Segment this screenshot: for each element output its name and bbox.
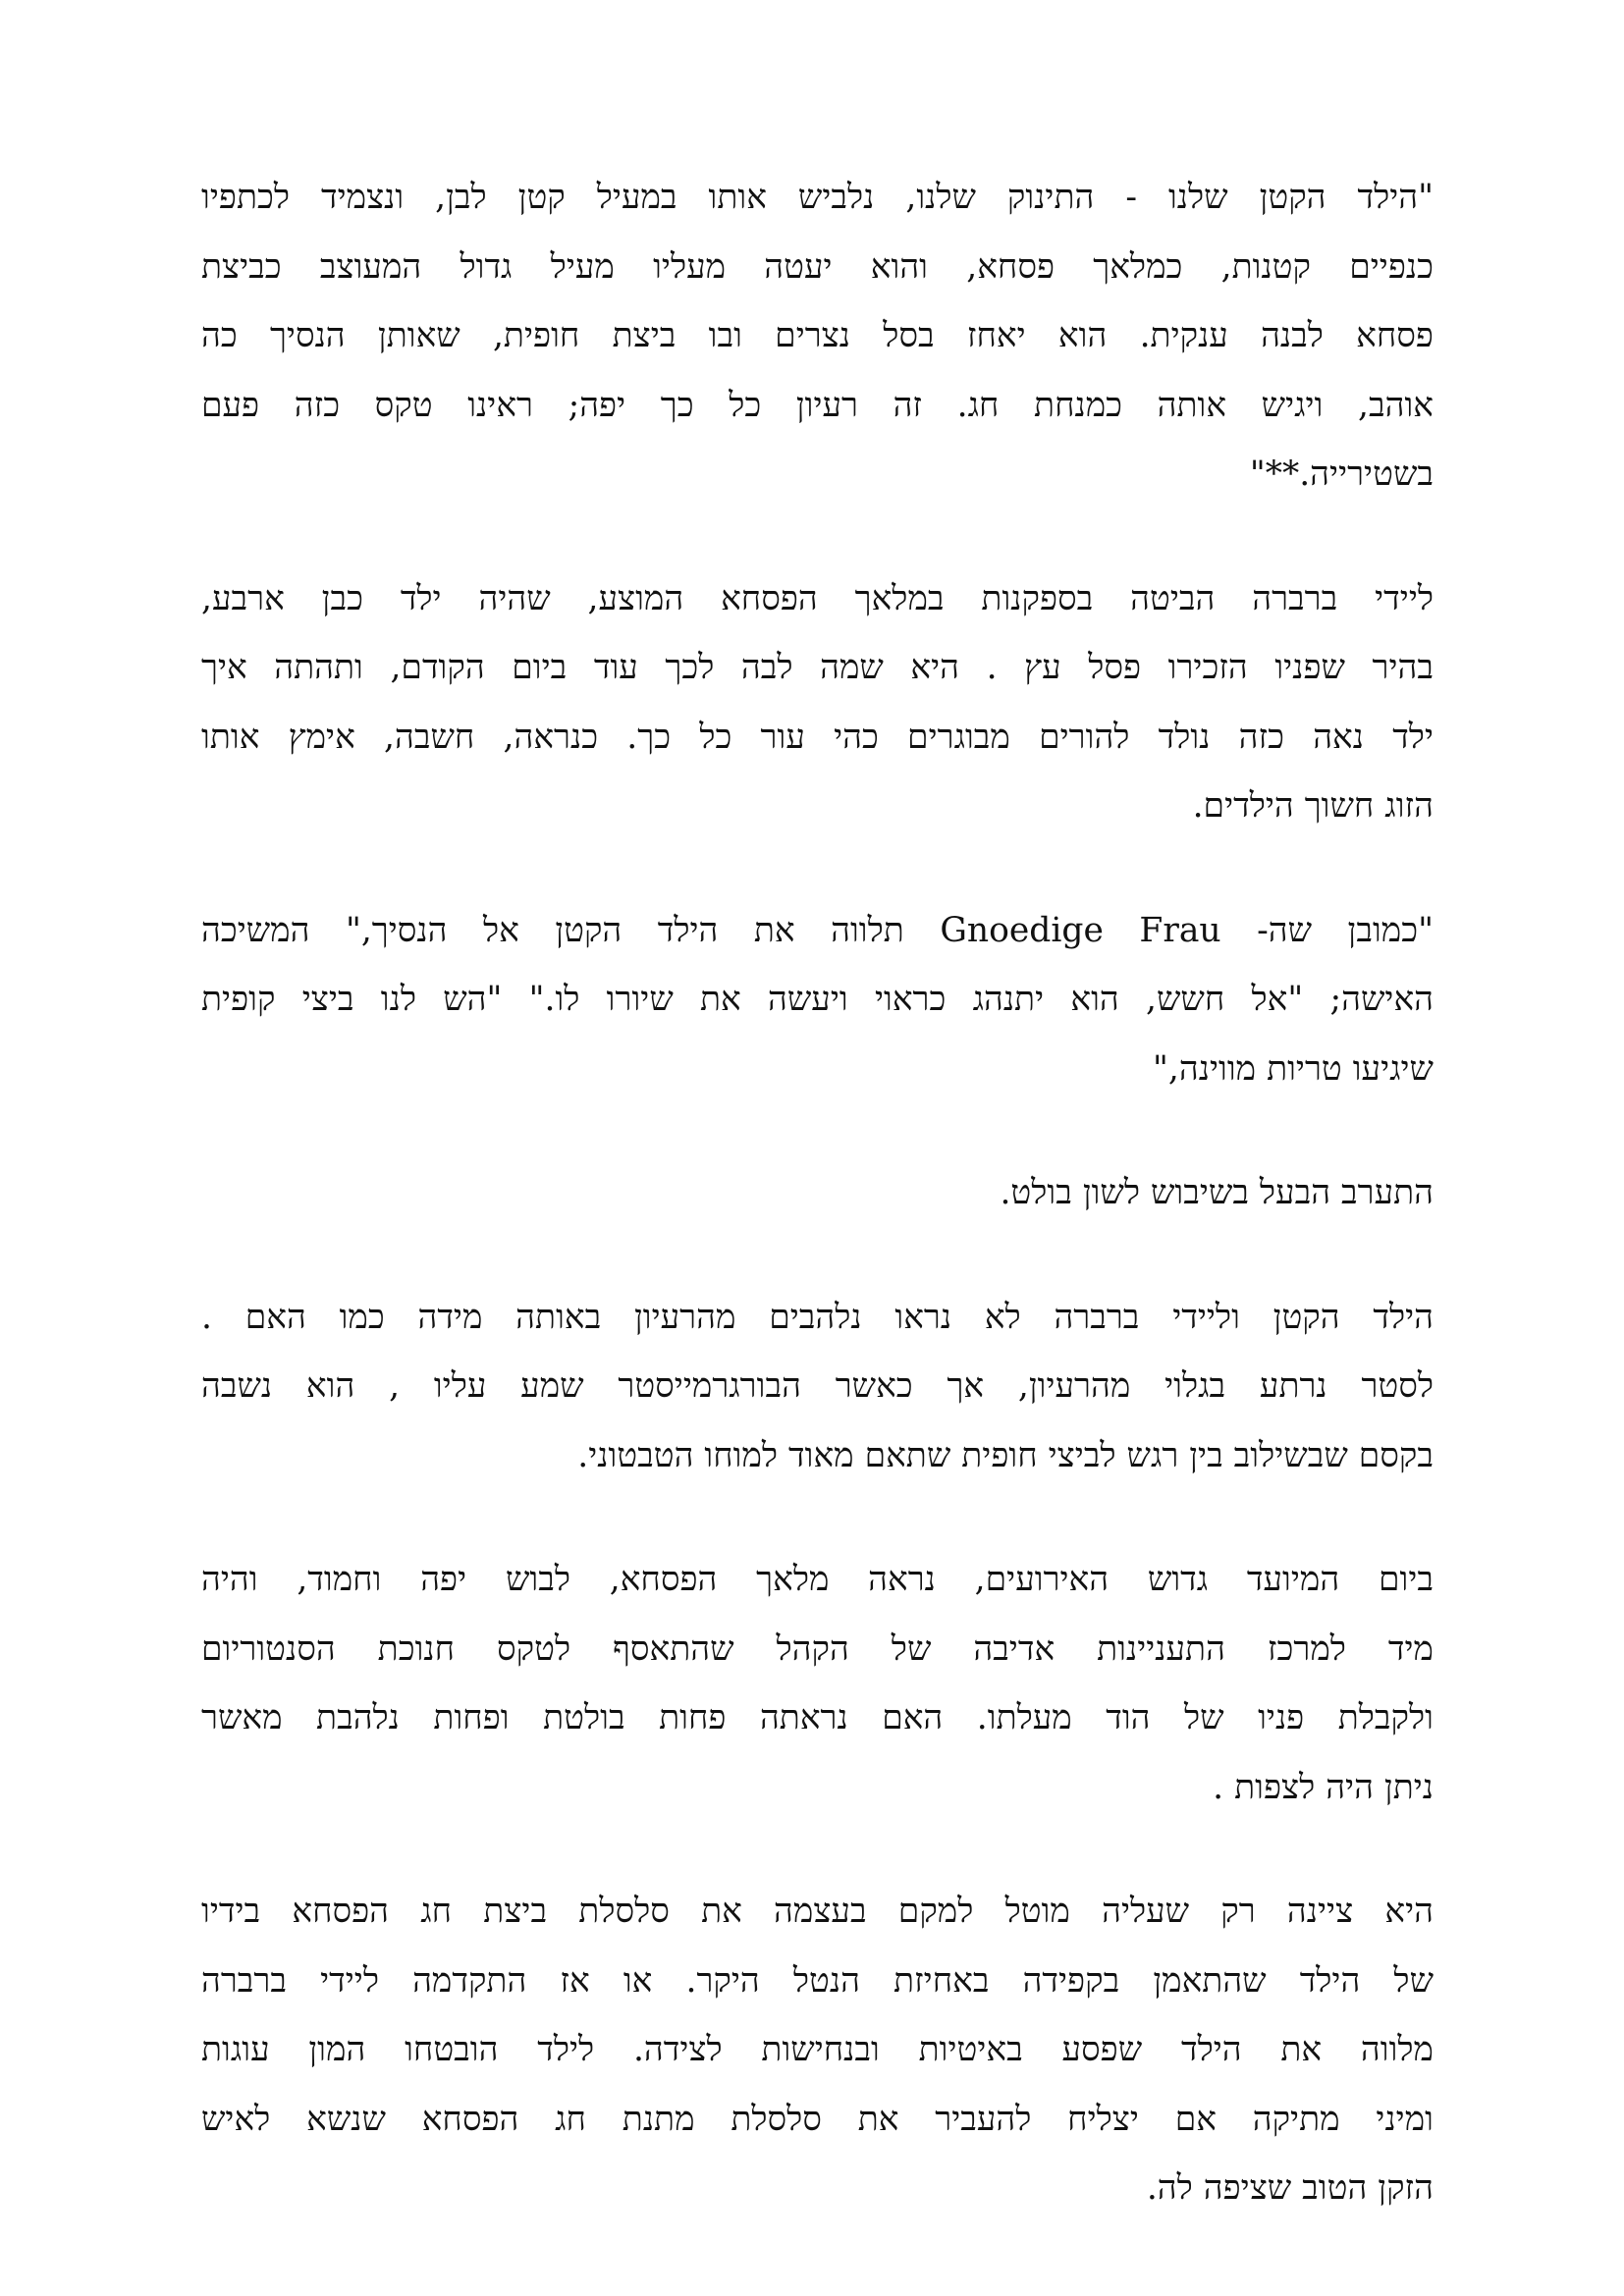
text-line: לסטר נרתע בגלוי מהרעיון, אך כאשר הבורגרמייסטר שמע עליו , הוא נשבה <box>201 1366 1434 1406</box>
paragraph-5 <box>201 1283 1434 1491</box>
document-body <box>201 163 1434 2278</box>
paragraph-6 <box>201 1545 1434 1822</box>
text-line: האישה; "אל חשש, הוא יתנהג כראוי ויעשה את שיורו לו." "הש לנו ביצי קופית <box>201 980 1434 1019</box>
text-line: של הילד שהתאמן בקפידה באחיזת הנטל היקר. או אז התקדמה ליידי ברברה <box>201 1960 1434 2001</box>
text-line: ילד נאה כזה נולד להורים מבוגרים כהי עור כל כך. כנראה, חשבה, אימץ אותו <box>201 717 1434 757</box>
text-line: ניתן היה לצפות . <box>1213 1767 1434 1807</box>
text-line: ולקבלת פניו של הוד מעלתו. האם נראתה פחות בולטת ופחות נלהבת מאשר <box>201 1698 1434 1737</box>
text-line: ביום המיועד גדוש האירועים, נראה מלאך הפסחא, לבוש יפה וחמוד, והיה <box>201 1560 1434 1599</box>
text-line: "הילד הקטן שלנו - התינוק שלנו, נלביש אותו במעיל קטן לבן, ונצמיד לכתפיו <box>201 178 1434 217</box>
text-line: ליידי ברברה הביטה בספקנות במלאך הפסחא המוצע, שהיה ילד כבן ארבע, <box>201 578 1434 618</box>
text-line: אוהב, ויגיש אותה כמנחת חג. זה רעיון כל כך יפה; ראינו טקס כזה פעם <box>201 385 1434 425</box>
paragraph-1 <box>201 163 1434 509</box>
text-line: הילד הקטן וליידי ברברה לא נראו נלהבים מהרעיון באותה מידה כמו האם . <box>201 1297 1434 1337</box>
text-line: פסחא לבנה ענקית. הוא יאחז בסל נצרים ובו ביצת חופית, שאותן הנסיך כה <box>201 316 1434 355</box>
text-line: בהיר שפניו הזכירו פסל עץ . היא שמה לבה לכך עוד ביום הקודם, ותהתה איך <box>201 648 1434 687</box>
text-line: התערב הבעל בשיבוש לשון בולט. <box>1000 1173 1434 1212</box>
text-line: מיד למרכז התעניינות אדיבה של הקהל שהתאסף לטקס חנוכת הסנטוריום <box>201 1629 1434 1669</box>
text-line: מלווה את הילד שפסע באיטיות ובנחישות לצידה. לילד הובטחו המון עוגות <box>201 2030 1434 2069</box>
paragraph-2 <box>201 564 1434 841</box>
text-line: שיגיעו טריות מווינה," <box>1153 1048 1434 1089</box>
paragraph-3 <box>201 896 1434 1104</box>
text-line: "כמובן שה- Gnoedige Frau תלווה את הילד הקטן אל הנסיך," המשיכה <box>201 910 1434 950</box>
paragraph-7 <box>201 1877 1434 2223</box>
text-line: הזקן הטוב שציפה לה. <box>1146 2168 1434 2208</box>
text-line: ומיני מתיקה אם יצליח להעביר את סלסלת מתנת חג הפסחא שנשא לאיש <box>201 2099 1434 2139</box>
text-line: כנפיים קטנות, כמלאך פסחא, והוא יעטה מעליו מעיל גדול המעוצב כביצת <box>201 246 1434 287</box>
paragraph-4 <box>201 1158 1434 1228</box>
text-line: הזוג חשוך הילדים. <box>1192 786 1434 826</box>
text-line: בשטירייה.**" <box>1249 454 1434 494</box>
text-line: היא ציינה רק שעליה מוטל למקם בעצמה את סלסלת ביצת חג הפסחא בידיו <box>201 1892 1434 1931</box>
text-line: בקסם שבשילוב בין רגש לביצי חופית שתאם מאוד למוחו הטבטוני. <box>577 1435 1434 1475</box>
